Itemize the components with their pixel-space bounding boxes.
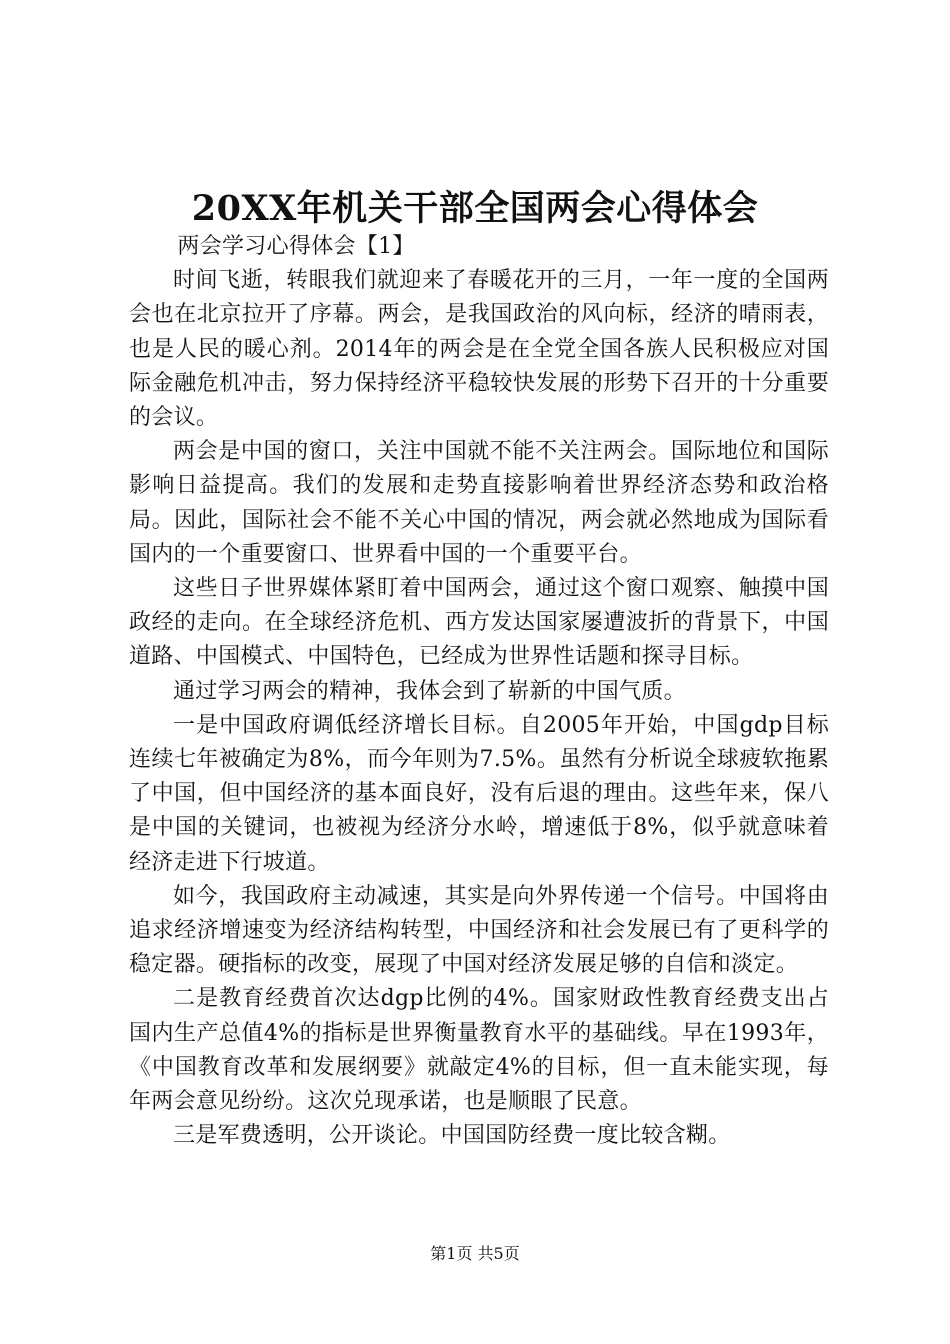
section-heading: 两会学习心得体会【1】: [177, 234, 415, 259]
document-body: [129, 230, 829, 1153]
paragraph: 通过学习两会的精神，我体会到了崭新的中国气质。: [173, 678, 686, 704]
paragraph: 如今，我国政府主动减速，其实是向外界传递一个信号。中国将由追求经济增速变为经济结构转型，中国经济和社会发展已有了更科学的稳定器。硬指标的改变，展现了中国对经济发展足够的自信和淡定。: [129, 883, 829, 978]
paragraph: 二是教育经费首次达dgp比例的4%。国家财政性教育经费支出占国内生产总值4%的指标是世界衡量教育水平的基础线。早在1993年，《中国教育改革和发展纲要》就敲定4%的目标，但一直未能实现，每年两会意见纷纷。这次兑现承诺，也是顺眼了民意。: [129, 986, 829, 1115]
paragraph: 时间飞逝，转眼我们就迎来了春暖花开的三月，一年一度的全国两会也在北京拉开了序幕。两会，是我国政治的风向标，经济的晴雨表，也是人民的暖心剂。2014年的两会是在全党全国各族人民积极应对国际金融危机冲击，努力保持经济平稳较快发展的形势下召开的十分重要的会议。: [129, 268, 829, 431]
paragraph: 两会是中国的窗口，关注中国就不能不关注两会。国际地位和国际影响日益提高。我们的发展和走势直接影响着世界经济态势和政治格局。因此，国际社会不能不关心中国的情况，两会就必然地成为国际看国内的一个重要窗口、世界看中国的一个重要平台。: [129, 439, 829, 567]
paragraph: 三是军费透明，公开谈论。中国国防经费一度比较含糊。: [173, 1123, 731, 1149]
paragraph: 这些日子世界媒体紧盯着中国两会，通过这个窗口观察、触摸中国政经的走向。在全球经济危机、西方发达国家屡遭波折的背景下，中国道路、中国模式、中国特色，已经成为世界性话题和探寻目标。: [129, 576, 829, 670]
document-title: 20XX年机关干部全国两会心得体会: [191, 188, 759, 229]
paragraph: 一是中国政府调低经济增长目标。自2005年开始，中国gdp目标连续七年被确定为8%，而今年则为7.5%。虽然有分析说全球疲软拖累了中国，但中国经济的基本面良好，没有后退的理由。这些年来，保八是中国的关键词，也被视为经济分水岭，增速低于8%，似乎就意味着经济走进下行坡道。: [129, 712, 829, 875]
page-number-footer: 第1页 共5页: [430, 1244, 520, 1263]
